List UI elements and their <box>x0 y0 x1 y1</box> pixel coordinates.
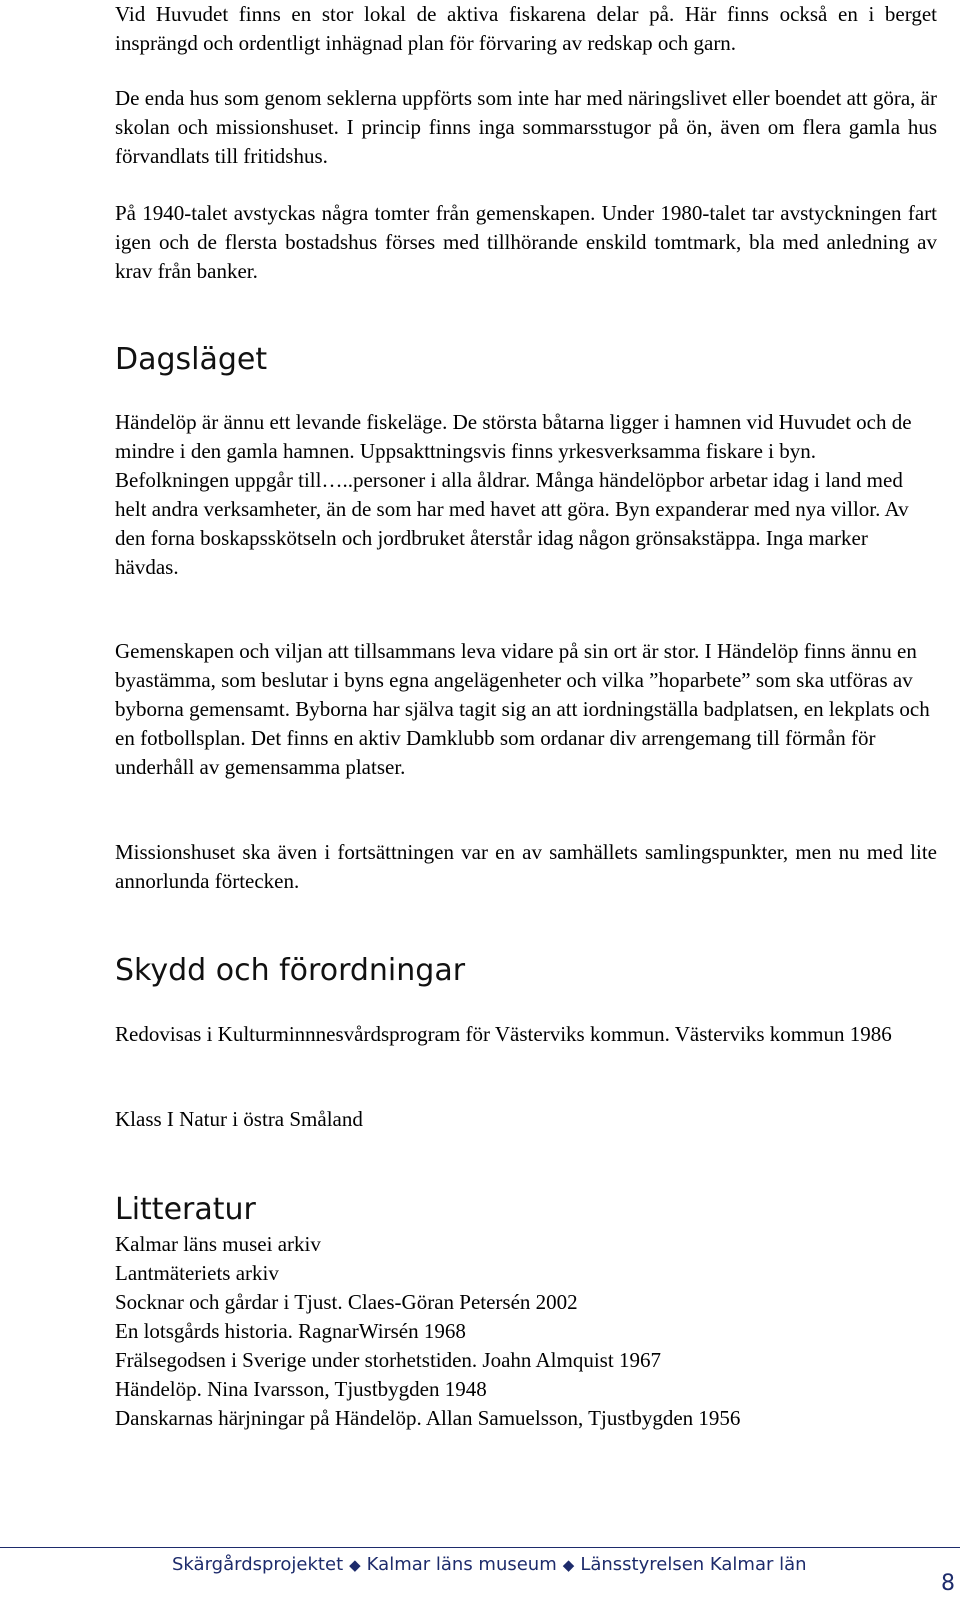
literature-item: Danskarnas härjningar på Händelöp. Allan Samuelsson, Tjustbygden 1956 <box>115 1406 741 1430</box>
paragraph-hus: De enda hus som genom seklerna uppförts som inte har med näringslivet eller boendet att göra, är skolan och missionshuset. I princip finns inga sommarsstugor på ön, även om flera gamla hus förvandlats till fritidshus. <box>115 86 937 168</box>
diamond-separator-icon: ◆ <box>349 1556 361 1574</box>
footer-county-board: Länsstyrelsen Kalmar län <box>580 1554 807 1575</box>
footer-project: Skärgårdsprojektet <box>172 1554 344 1575</box>
literature-item: Händelöp. Nina Ivarsson, Tjustbygden 1948 <box>115 1377 487 1401</box>
heading-litteratur: Litteratur <box>115 1192 256 1227</box>
paragraph-dagslaget-1: Händelöp är ännu ett levande fiskeläge. De största båtarna ligger i hamnen vid Huvudet och de mindre i den gamla hamnen. Uppsakttningsvis finns yrkesverksamma fiskare i byn. Befolkningen uppgår till…..personer i alla åldrar. Många händelöpbor arbetar idag i land med helt andra verksamheter, än de som har med havet att göra. Byn expanderar med nya villor. Av den forna boskapsskötseln och jordbruket återstår idag någon grönsakstäppa. Inga marker hävdas. <box>115 410 912 579</box>
literature-item: En lotsgårds historia. RagnarWirsén 1968 <box>115 1319 466 1343</box>
paragraph-skydd-1: Redovisas i Kulturminnnesvårdsprogram för Västerviks kommun. Västerviks kommun 1986 <box>115 1022 892 1046</box>
page-number: 8 <box>941 1571 955 1596</box>
diamond-separator-icon: ◆ <box>562 1556 575 1574</box>
literature-item: Socknar och gårdar i Tjust. Claes-Göran Petersén 2002 <box>115 1290 578 1314</box>
heading-dagslaget: Dagsläget <box>115 342 268 377</box>
literature-item: Frälsegodsen i Sverige under storhetstiden. Joahn Almquist 1967 <box>115 1348 661 1372</box>
literature-item: Lantmäteriets arkiv <box>115 1261 279 1285</box>
paragraph-dagslaget-3: Missionshuset ska även i fortsättningen var en av samhällets samlingspunkter, men nu med lite annorlunda förtecken. <box>115 840 937 893</box>
footer-divider <box>0 1547 960 1548</box>
paragraph-huvudet: Vid Huvudet finns en stor lokal de aktiva fiskarena delar på. Här finns också en i berget insprängd och ordentligt inhägnad plan för förvaring av redskap och garn. <box>115 2 937 55</box>
footer <box>172 1553 807 1577</box>
literature-item: Kalmar läns musei arkiv <box>115 1232 321 1256</box>
heading-skydd: Skydd och förordningar <box>115 953 466 988</box>
paragraph-skydd-2: Klass I Natur i östra Småland <box>115 1107 363 1131</box>
footer-museum: Kalmar läns museum <box>366 1554 557 1575</box>
literature-list <box>115 1230 935 1433</box>
paragraph-avstyckning: På 1940-talet avstyckas några tomter från gemenskapen. Under 1980-talet tar avstyckningen fart igen och de flersta bostadshus förses med tillhörande enskild tomtmark, bla med anledning av krav från banker. <box>115 201 937 283</box>
paragraph-dagslaget-2: Gemenskapen och viljan att tillsammans leva vidare på sin ort är stor. I Händelöp finns ännu en byastämma, som beslutar i byns egna angelägenheter och vilka ”hoparbete” som ska utföras av byborna gemensamt. Byborna har själva tagit sig an att iordningställa badplatsen, en lekplats och en fotbollsplan. Det finns en aktiv Damklubb som ordanar div arrengemang till förmån för underhåll av gemensamma platser. <box>115 639 930 779</box>
